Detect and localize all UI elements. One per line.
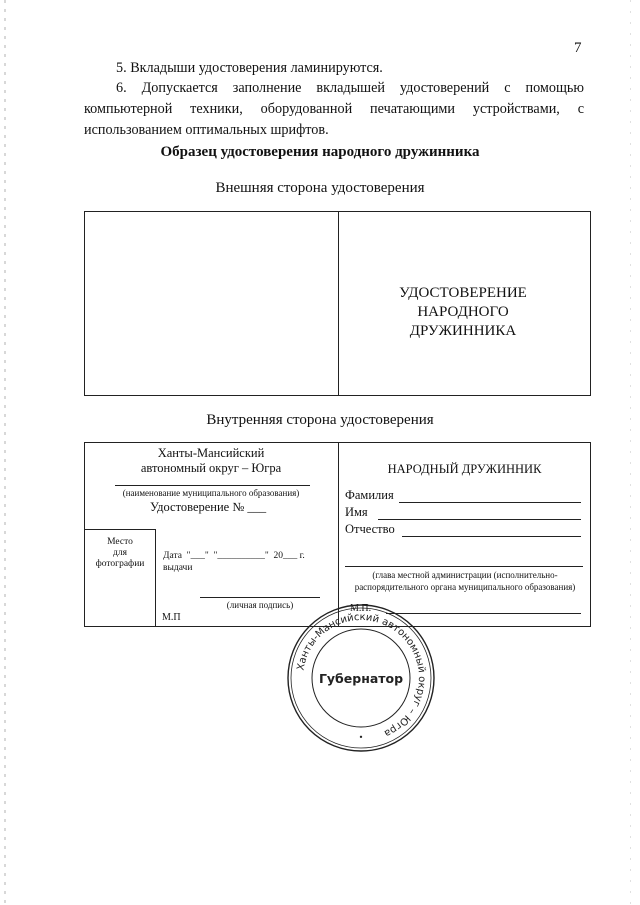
- certificate-number: Удостоверение № ___: [150, 500, 267, 514]
- signature-line: [200, 597, 320, 598]
- head-caption-line-2: распорядительного органа муниципального образования): [354, 582, 576, 592]
- photo-label-line-1: Место: [107, 537, 133, 547]
- photo-label: [84, 537, 156, 570]
- photo-label-line-3: фотографии: [95, 559, 145, 569]
- name-line: [378, 519, 581, 520]
- cover-title: [338, 284, 588, 341]
- name-label: Имя: [345, 505, 368, 519]
- inner-side-heading: Внутренняя сторона удостоверения: [206, 412, 434, 428]
- outer-side-heading: Внешняя сторона удостоверения: [215, 180, 425, 196]
- stamp-star-mark: •: [358, 733, 364, 742]
- municipality-caption: (наименование муниципального образования): [122, 488, 300, 498]
- volunteer-heading: НАРОДНЫЙ ДРУЖИННИК: [387, 462, 542, 476]
- surname-label: Фамилия: [345, 488, 394, 502]
- region-line-2: автономный округ – Югра: [140, 461, 282, 475]
- patronymic-label: Отчество: [345, 522, 395, 536]
- issue-label: выдачи: [163, 563, 193, 573]
- region-line-1: Ханты-Мансийский: [157, 446, 265, 460]
- page-number: 7: [574, 40, 582, 56]
- signature-caption: (личная подпись): [226, 600, 294, 610]
- head-signature-line: [345, 566, 583, 567]
- paragraph-5: 5. Вкладыши удостоверения ламинируются.: [116, 60, 383, 76]
- left-seal-label: М.П: [162, 612, 181, 623]
- cover-line-3: ДРУЖИННИКА: [409, 323, 517, 339]
- photo-label-line-2: для: [113, 548, 127, 558]
- head-caption-line-1: (глава местной администрации (исполнительно-: [372, 570, 558, 580]
- issue-date-label: Дата "___" "__________" 20___ г.: [163, 551, 305, 561]
- governor-stamp: [285, 602, 437, 754]
- paragraph-6: 6. Допускается заполнение вкладышей удостоверений с помощью компьютерной техники, оборудованной печатающими устройствами, с использованием оптимальных шрифтов.: [84, 80, 584, 138]
- right-seal-label: М.П.: [350, 603, 372, 614]
- scan-edge-left: [4, 0, 6, 905]
- scan-edge-right: [630, 0, 631, 905]
- stamp-center-text: Губернатор: [318, 671, 404, 686]
- surname-line: [399, 502, 581, 503]
- stamp-ring-text: Ханты-Мансийский автономный округ – Югра: [295, 611, 428, 739]
- sample-title: Образец удостоверения народного дружинника: [160, 144, 480, 160]
- cover-line-2: НАРОДНОГО: [417, 304, 509, 320]
- municipality-line: [115, 485, 310, 486]
- region-name: [86, 446, 336, 476]
- cover-line-1: УДОСТОВЕРЕНИЕ: [399, 285, 527, 301]
- patronymic-line: [402, 536, 581, 537]
- head-caption: [340, 569, 590, 593]
